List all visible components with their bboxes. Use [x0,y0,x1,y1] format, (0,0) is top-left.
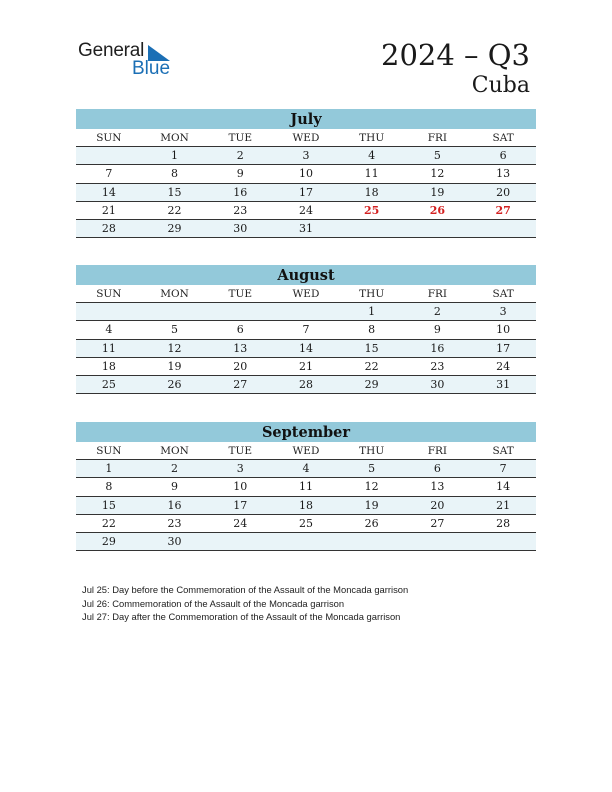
weekday-header-row [76,285,536,303]
day-cell: 16 [207,183,273,201]
weekday-label: WED [273,129,339,147]
day-cell: 30 [142,533,208,551]
day-cell: 10 [273,165,339,183]
month-title: July [76,109,536,129]
day-cell: 5 [339,460,405,478]
day-cell: 17 [273,183,339,201]
day-cell: 24 [470,357,536,375]
calendar-grid [76,285,536,394]
brand-word-general: General [78,40,145,61]
day-cell: 18 [273,496,339,514]
day-cell: 17 [470,339,536,357]
brand-word-blue: Blue [132,58,171,79]
day-cell: 6 [470,147,536,165]
day-cell: 10 [470,321,536,339]
weekday-header-row [76,442,536,460]
day-cell: 28 [470,514,536,532]
day-cell: 7 [76,165,142,183]
day-cell: 23 [207,201,273,219]
day-cell: 10 [207,478,273,496]
day-cell: 29 [339,376,405,394]
weekday-header-row [76,129,536,147]
weekday-label: MON [142,129,208,147]
month-block [76,109,536,238]
day-cell: 20 [470,183,536,201]
day-cell: 23 [405,357,471,375]
day-cell: 1 [339,303,405,321]
day-cell: 29 [142,220,208,238]
day-cell: 3 [273,147,339,165]
weekday-label: MON [142,442,208,460]
day-cell: 12 [339,478,405,496]
week-row [76,533,536,551]
day-cell: 26 [142,376,208,394]
day-cell: 31 [470,376,536,394]
day-cell: 28 [273,376,339,394]
week-row [76,321,536,339]
day-cell: 26 [339,514,405,532]
weekday-label: SAT [470,285,536,303]
day-cell: 2 [405,303,471,321]
day-cell: 23 [142,514,208,532]
weekday-label: THU [339,129,405,147]
day-cell: 8 [76,478,142,496]
week-row [76,303,536,321]
day-cell: 21 [273,357,339,375]
empty-day-cell [470,533,536,551]
weekday-label: SUN [76,285,142,303]
day-cell: 12 [405,165,471,183]
week-row [76,376,536,394]
day-cell: 20 [405,496,471,514]
day-cell: 27 [405,514,471,532]
day-cell: 16 [142,496,208,514]
calendar-grid [76,129,536,238]
empty-day-cell [405,220,471,238]
week-row [76,339,536,357]
day-cell: 1 [142,147,208,165]
week-row [76,220,536,238]
week-row [76,478,536,496]
day-cell: 21 [470,496,536,514]
week-row [76,147,536,165]
day-cell: 3 [207,460,273,478]
day-cell: 11 [273,478,339,496]
weekday-label: TUE [207,129,273,147]
week-row [76,514,536,532]
weekday-label: SAT [470,129,536,147]
week-row [76,357,536,375]
day-cell: 5 [405,147,471,165]
month-block [76,422,536,551]
day-cell: 28 [76,220,142,238]
weekday-label: FRI [405,129,471,147]
weekday-label: SUN [76,442,142,460]
day-cell: 19 [339,496,405,514]
day-cell: 9 [405,321,471,339]
day-cell: 18 [76,357,142,375]
day-cell: 27 [207,376,273,394]
day-cell: 29 [76,533,142,551]
day-cell: 25 [76,376,142,394]
day-cell: 12 [142,339,208,357]
week-row [76,460,536,478]
day-cell: 13 [207,339,273,357]
month-title: September [76,422,536,442]
holiday-notes [82,583,412,624]
empty-day-cell [405,533,471,551]
day-cell: 27 [470,201,536,219]
weekday-label: THU [339,285,405,303]
day-cell: 8 [142,165,208,183]
empty-day-cell [273,303,339,321]
day-cell: 11 [339,165,405,183]
day-cell: 4 [339,147,405,165]
holiday-note: Jul 26: Commemoration of the Assault of the Moncada garrison [82,597,345,609]
empty-day-cell [76,147,142,165]
holiday-note: Jul 27: Day after the Commemoration of the Assault of the Moncada garrison [82,611,401,623]
day-cell: 7 [470,460,536,478]
day-cell: 6 [207,321,273,339]
day-cell: 2 [207,147,273,165]
weekday-label: THU [339,442,405,460]
day-cell: 8 [339,321,405,339]
day-cell: 4 [76,321,142,339]
weekday-label: WED [273,285,339,303]
day-cell: 11 [76,339,142,357]
empty-day-cell [339,220,405,238]
holiday-note: Jul 25: Day before the Commemoration of the Assault of the Moncada garrison [82,584,409,595]
day-cell: 15 [339,339,405,357]
day-cell: 7 [273,321,339,339]
empty-day-cell [470,220,536,238]
day-cell: 2 [142,460,208,478]
day-cell: 9 [142,478,208,496]
day-cell: 16 [405,339,471,357]
day-cell: 26 [405,201,471,219]
weekday-label: MON [142,285,208,303]
day-cell: 15 [76,496,142,514]
day-cell: 21 [76,201,142,219]
day-cell: 14 [470,478,536,496]
day-cell: 24 [273,201,339,219]
day-cell: 25 [339,201,405,219]
brand-logo [78,40,178,80]
weekday-label: TUE [207,285,273,303]
day-cell: 5 [142,321,208,339]
empty-day-cell [207,533,273,551]
weekday-label: SAT [470,442,536,460]
day-cell: 20 [207,357,273,375]
day-cell: 17 [207,496,273,514]
day-cell: 25 [273,514,339,532]
week-row [76,165,536,183]
week-row [76,183,536,201]
day-cell: 13 [405,478,471,496]
week-row [76,201,536,219]
day-cell: 22 [339,357,405,375]
country-name: Cuba [471,73,530,98]
quarter-title: 2024 – Q3 [381,38,530,72]
weekday-label: FRI [405,285,471,303]
day-cell: 6 [405,460,471,478]
day-cell: 18 [339,183,405,201]
day-cell: 19 [142,357,208,375]
day-cell: 24 [207,514,273,532]
day-cell: 1 [76,460,142,478]
day-cell: 3 [470,303,536,321]
weekday-label: WED [273,442,339,460]
empty-day-cell [273,533,339,551]
month-title: August [76,265,536,285]
day-cell: 31 [273,220,339,238]
empty-day-cell [76,303,142,321]
day-cell: 30 [405,376,471,394]
day-cell: 14 [76,183,142,201]
day-cell: 15 [142,183,208,201]
month-block [76,265,536,394]
day-cell: 19 [405,183,471,201]
day-cell: 9 [207,165,273,183]
empty-day-cell [339,533,405,551]
weekday-label: SUN [76,129,142,147]
day-cell: 22 [76,514,142,532]
empty-day-cell [142,303,208,321]
weekday-label: FRI [405,442,471,460]
weekday-label: TUE [207,442,273,460]
day-cell: 4 [273,460,339,478]
week-row [76,496,536,514]
calendar-grid [76,442,536,551]
day-cell: 30 [207,220,273,238]
empty-day-cell [207,303,273,321]
day-cell: 22 [142,201,208,219]
day-cell: 13 [470,165,536,183]
day-cell: 14 [273,339,339,357]
